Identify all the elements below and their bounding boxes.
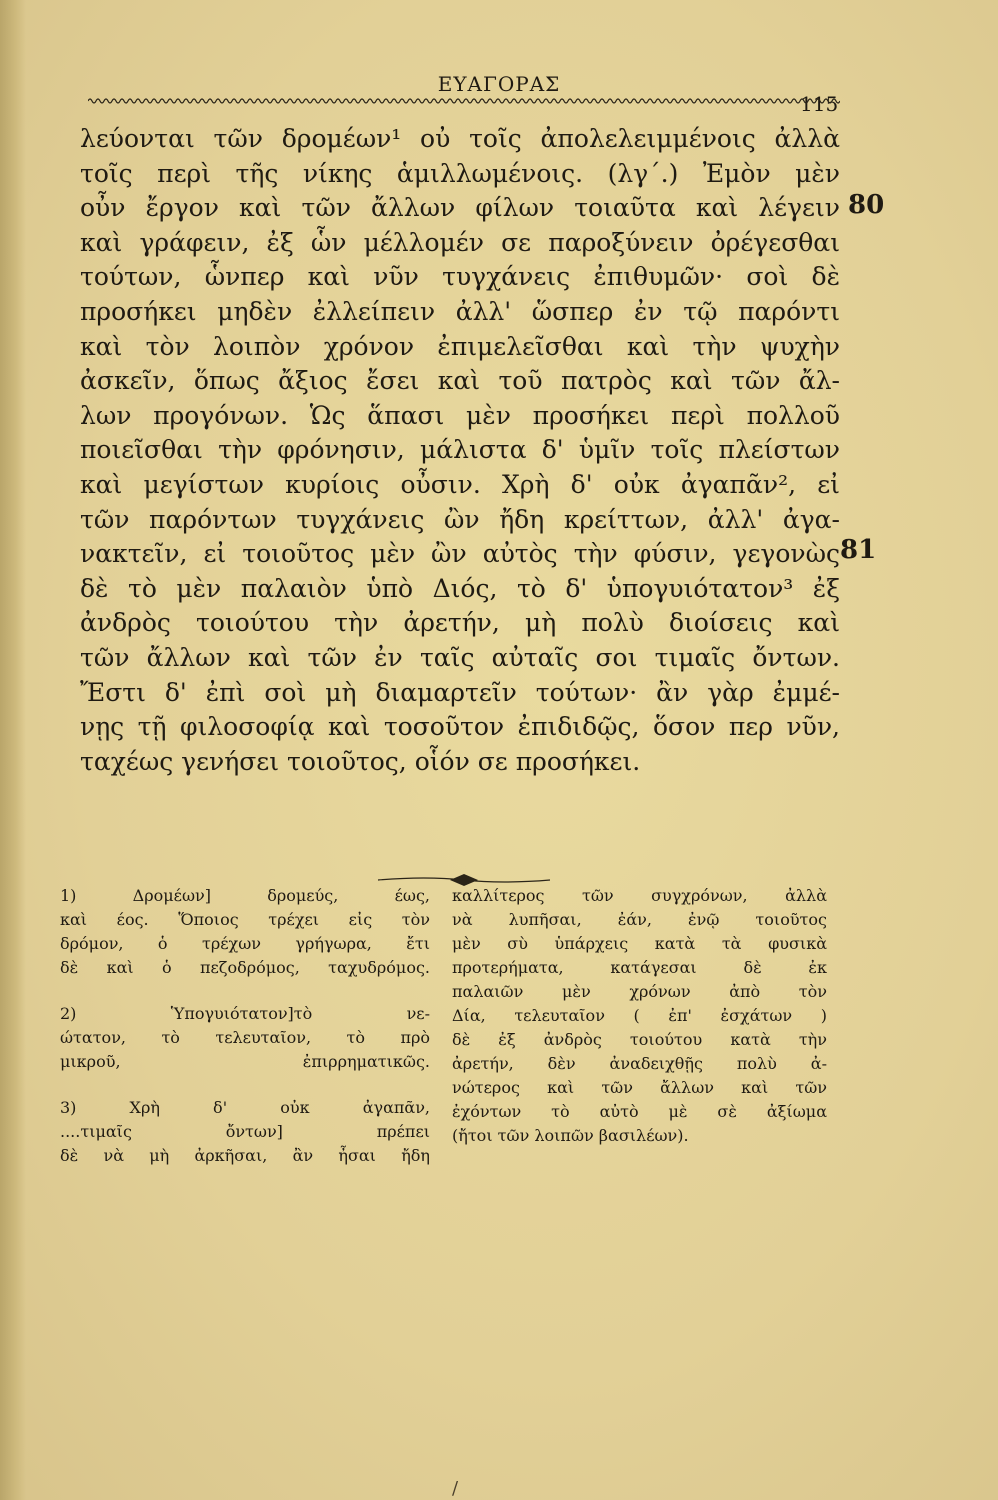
text-line: ἀνδρὸς τοιούτου τὴν ἀρετήν, μὴ πολὺ διοίσεις καὶ xyxy=(80,608,840,638)
margin-number-80: 80 xyxy=(848,190,885,220)
footnote-line: καλλίτερος τῶν συγχρόνων, ἀλλὰ xyxy=(452,886,827,905)
footnote-line: δρόμον, ὁ τρέχων γρήγωρα, ἔτι xyxy=(60,934,430,953)
footnote-line: ώτατον, τὸ τελευταῖον, τὸ πρὸ xyxy=(60,1028,430,1047)
footnote-line: παλαιῶν μὲν χρόνων ἀπὸ τὸν xyxy=(452,982,827,1001)
footnote-spacer xyxy=(60,980,430,1002)
text-line: νακτεῖν, εἰ τοιοῦτος μὲν ὢν αὐτὸς τὴν φύσιν, γεγονὼς xyxy=(80,539,840,569)
text-line: οὖν ἔργον καὶ τῶν ἄλλων φίλων τοιαῦτα καὶ λέγειν xyxy=(80,193,840,223)
text-line: τῶν ἄλλων καὶ τῶν ἐν ταῖς αὐταῖς σοι τιμαῖς ὄντων. xyxy=(80,642,840,672)
text-line: δὲ τὸ μὲν παλαιὸν ὑπὸ Διός, τὸ δ' ὑπογυιότατον³ ἐξ xyxy=(80,573,840,603)
main-text xyxy=(80,122,840,779)
text-line: ποιεῖσθαι τὴν φρόνησιν, μάλιστα δ' ὑμῖν τοῖς πλείστων xyxy=(80,435,840,465)
footnote-line: 2) Ὑπογυιότατον]τὸ νε- xyxy=(60,1004,430,1023)
text-line: λεύονται τῶν δρομέων¹ οὐ τοῖς ἀπολελειμμένοις ἀλλὰ xyxy=(80,124,840,153)
footnote-line: νώτερος καὶ τῶν ἄλλων καὶ τῶν xyxy=(452,1078,827,1097)
text-line: λων προγόνων. Ὡς ἅπασι μὲν προσήκει περὶ πολλοῦ xyxy=(80,400,840,430)
footnote-line: δὲ ἐξ ἀνδρὸς τοιούτου κατὰ τὴν xyxy=(452,1030,827,1049)
margin-number-81: 81 xyxy=(840,535,877,565)
text-line: Ἔστι δ' ἐπὶ σοὶ μὴ διαμαρτεῖν τούτων· ἂν γὰρ ἐμμέ- xyxy=(80,677,840,707)
footnote-line: μὲν σὺ ὑπάρχεις κατὰ τὰ φυσικὰ xyxy=(452,934,827,953)
footnotes-left-column xyxy=(60,884,430,1168)
text-line: καὶ τὸν λοιπὸν χρόνον ἐπιμελεῖσθαι καὶ τὴν ψυχὴν xyxy=(80,331,840,361)
footnote-line: δὲ νὰ μὴ ἀρκῆσαι, ἂν ἦσαι ἤδη xyxy=(60,1146,430,1165)
text-line: τοῖς περὶ τῆς νίκης ἁμιλλωμένοις. (λγ΄.) Ἐμὸν μὲν xyxy=(80,158,840,188)
text-line: ταχέως γενήσει τοιοῦτος, οἷόν σε προσήκει. xyxy=(80,746,641,776)
footnote-line: νὰ λυπῆσαι, ἐάν, ἐνῷ τοιοῦτος xyxy=(452,910,827,929)
text-line: προσήκει μηδὲν ἐλλείπειν ἀλλ' ὥσπερ ἐν τῷ παρόντι xyxy=(80,296,840,326)
text-line: καὶ μεγίστων κυρίοις οὖσιν. Χρὴ δ' οὐκ ἀγαπᾶν², εἰ xyxy=(80,469,840,499)
footnote-line: ἀρετήν, δὲν ἀναδειχθῇς πολὺ ἀ- xyxy=(452,1054,827,1073)
text-line: νῃς τῇ φιλοσοφίᾳ καὶ τοσοῦτον ἐπιδιδῷς, ὅσον περ νῦν, xyxy=(80,712,840,742)
footnote-line: προτερήματα, κατάγεσαι δὲ ἐκ xyxy=(452,958,827,977)
text-line: τῶν παρόντων τυγχάνεις ὢν ἤδη κρείττων, ἀλλ' ἀγα- xyxy=(80,504,840,534)
footnote-line: ἐχόντων τὸ αὐτὸ μὲ σὲ ἀξίωμα xyxy=(452,1102,827,1121)
footnote-line: ....τιμαῖς ὄντων] πρέπει xyxy=(60,1122,430,1141)
text-line: ἀσκεῖν, ὅπως ἄξιος ἔσει καὶ τοῦ πατρὸς καὶ τῶν ἄλ- xyxy=(80,366,840,396)
footnote-line: Δία, τελευταῖον ( ἐπ' ἐσχάτων ) xyxy=(452,1006,827,1025)
footnote-line: 3) Χρὴ δ' οὐκ ἀγαπᾶν, xyxy=(60,1098,430,1117)
text-line: καὶ γράφειν, ἐξ ὧν μέλλομέν σε παροξύνειν ὀρέγεσθαι xyxy=(80,227,840,257)
footnote-line: καὶ έος. Ὅποιος τρέχει εἰς τὸν xyxy=(60,910,430,929)
page-number: 115 xyxy=(800,92,839,116)
footnote-line: 1) Δρομέων] δρομεύς, έως, xyxy=(60,886,430,905)
bottom-mark: / xyxy=(452,1478,459,1499)
running-head: ΕΥΑΓΟΡΑΣ xyxy=(437,72,561,96)
page-gutter-shadow xyxy=(0,0,26,1500)
footnote-line: δὲ καὶ ὁ πεζοδρόμος, ταχυδρόμος. xyxy=(60,958,430,977)
footnote-line: (ἤτοι τῶν λοιπῶν βασιλέων). xyxy=(452,1126,689,1145)
footnote-line: μικροῦ, ἐπιρρηματικῶς. xyxy=(60,1052,430,1071)
text-line: τούτων, ὧνπερ καὶ νῦν τυγχάνεις ἐπιθυμῶν· σοὶ δὲ xyxy=(80,262,840,292)
footnote-spacer xyxy=(60,1074,430,1096)
footnotes-right-column xyxy=(452,884,827,1148)
header-wavy-rule xyxy=(88,96,840,106)
